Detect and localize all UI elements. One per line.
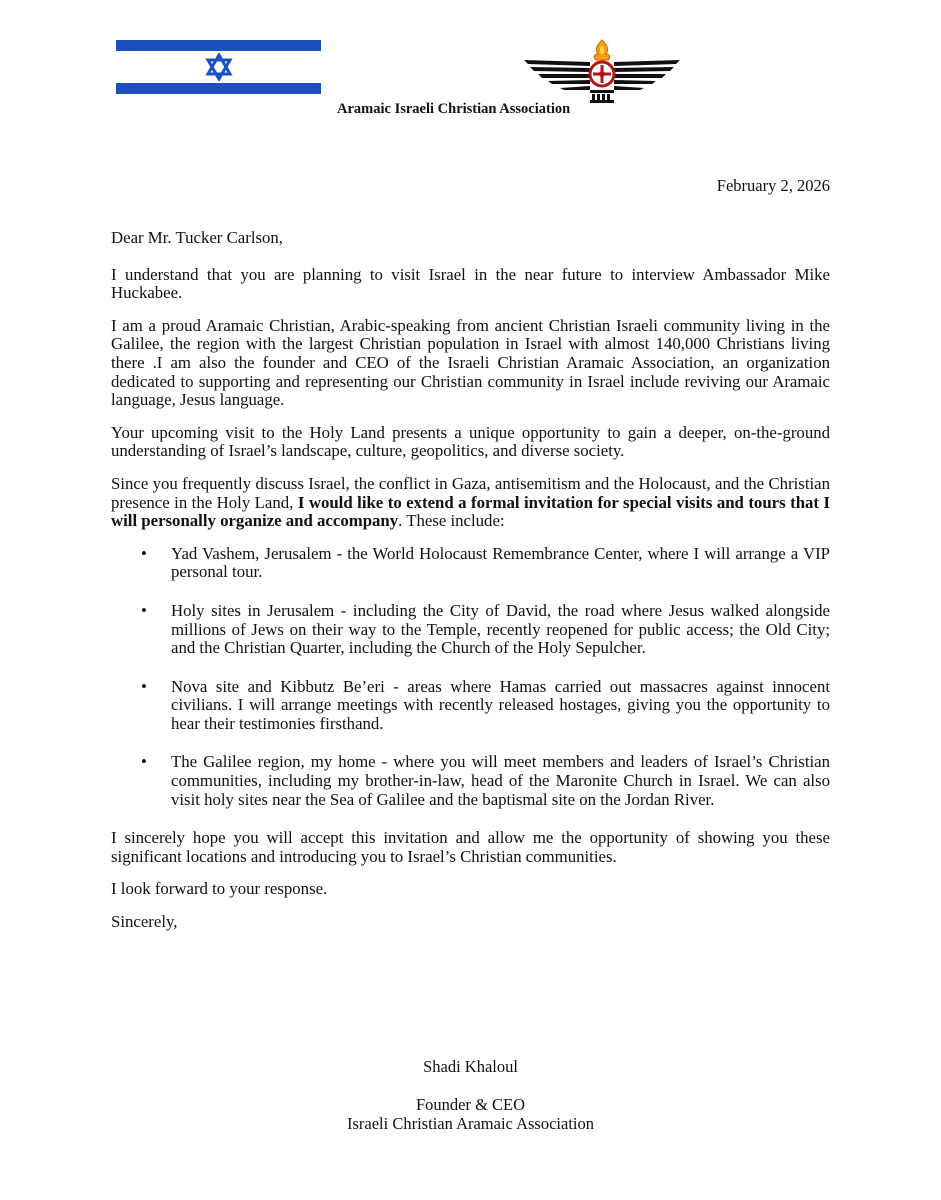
tour-list [111, 545, 830, 810]
list-item-text: Nova site and Kibbutz Be’eri - areas where Hamas carried out massacres against innocent civilians. I will arrange meetings with recently released hostages, giving you the opportunity to hear their testimonies firsthand. [171, 676, 830, 733]
list-item [111, 545, 830, 582]
aramaic-winged-emblem-icon [520, 38, 685, 104]
letter-date: February 2, 2026 [716, 176, 830, 195]
paragraph-about-author: I am a proud Aramaic Christian, Arabic-speaking from ancient Christian Israeli community living in the Galilee, the region with the largest Christian population in Israel with almost 140,000 Christians living there .I am also the founder and CEO of the Israeli Christian Aramaic Association, an organization dedicated to supporting and representing our Christian community in Israel include reviving our Aramaic language, Jesus language. [111, 315, 830, 410]
bullet-icon: • [141, 543, 147, 563]
flag-top-stripe [116, 40, 321, 51]
list-item [111, 678, 830, 734]
signature-name: Shadi Khaloul [423, 1057, 518, 1076]
paragraph-intro: I understand that you are planning to visit Israel in the near future to interview Ambassador Mike Huckabee. [111, 264, 830, 303]
signature-organization: Israeli Christian Aramaic Association [347, 1114, 594, 1133]
bullet-icon: • [141, 600, 147, 620]
invitation-text-end: . These include: [398, 511, 505, 531]
paragraph-invitation [111, 475, 830, 531]
bullet-icon: • [141, 676, 147, 696]
salutation: Dear Mr. Tucker Carlson, [111, 228, 283, 247]
list-item-text: Holy sites in Jerusalem - including the City of David, the road where Jesus walked alongside millions of Jews on their way to the Temple, recently reopened for public access; the Old City; and the Christian Quarter, including the Church of the Holy Sepulcher. [171, 600, 830, 658]
list-item-text: Yad Vashem, Jerusalem - the World Holocaust Remembrance Center, where I will arrange a VIP personal tour. [171, 543, 830, 582]
letter-body [111, 229, 830, 946]
signature-block [0, 1095, 941, 1133]
invitation-text-bold: I would like to extend a formal invitation for special visits and tours that I will personally organize and accompany [111, 492, 831, 531]
list-item [111, 753, 830, 809]
invitation-text-start: Since you frequently discuss Israel, the conflict in Gaza, antisemitism and the Holocaust, and the Christian presence in the Holy Land, [111, 473, 830, 512]
star-of-david-icon [205, 53, 233, 81]
bullet-icon: • [141, 752, 147, 772]
list-item-text: The Galilee region, my home - where you will meet members and leaders of Israel’s Christian communities, including my brother-in-law, head of the Maronite Church in Israel. We can also visit holy sites near the Sea of Galilee and the baptismal site on the Jordan River. [171, 752, 830, 809]
list-item [111, 602, 830, 658]
signoff: Sincerely, [111, 912, 178, 932]
paragraph-hope: I sincerely hope you will accept this invitation and allow me the opportunity of showing you these significant locations and introducing you to Israel’s Christian communities. [111, 828, 830, 866]
association-header: Aramaic Israeli Christian Association [337, 101, 571, 117]
signature-title: Founder & CEO [415, 1095, 526, 1114]
israel-flag-icon [116, 38, 321, 96]
paragraph-look-forward: I look forward to your response. [111, 879, 328, 899]
flag-bottom-stripe [116, 83, 321, 94]
paragraph-visit-opportunity: Your upcoming visit to the Holy Land presents a unique opportunity to gain a deeper, on-the-ground understanding of Israel’s landscape, culture, geopolitics, and diverse society. [111, 422, 830, 461]
